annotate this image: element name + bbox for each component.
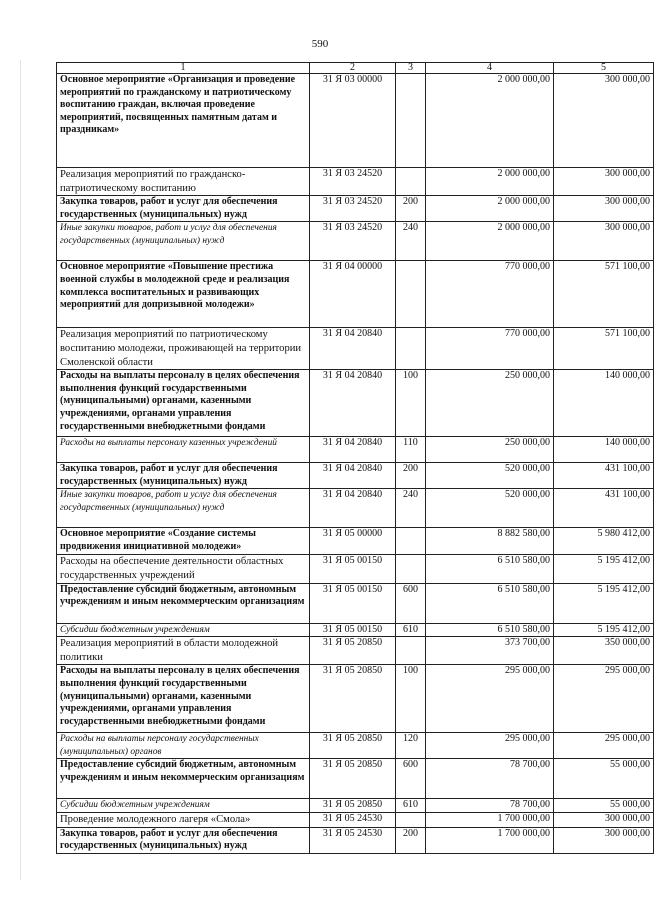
expense-type-code [396, 328, 426, 370]
target-article-code: 31 Я 04 20840 [310, 328, 396, 370]
amount-year-2: 55 000,00 [554, 799, 654, 813]
expense-name: Реализация мероприятий в области молодежной политики [57, 637, 310, 665]
table-row [57, 637, 654, 665]
target-article-code: 31 Я 05 20850 [310, 759, 396, 799]
target-article-code: 31 Я 05 20850 [310, 665, 396, 733]
target-article-code: 31 Я 03 24520 [310, 196, 396, 222]
expense-type-code [396, 812, 426, 827]
target-article-code: 31 Я 03 24520 [310, 222, 396, 261]
expense-name: Субсидии бюджетным учреждениям [57, 623, 310, 637]
expense-name: Закупка товаров, работ и услуг для обеспечения государственных (муниципальных) нужд [57, 827, 310, 853]
amount-year-1: 6 510 580,00 [426, 623, 554, 637]
target-article-code: 31 Я 04 20840 [310, 489, 396, 528]
amount-year-1: 250 000,00 [426, 370, 554, 437]
target-article-code: 31 Я 05 20850 [310, 733, 396, 759]
expense-name: Расходы на выплаты персоналу в целях обеспечения выполнения функций государственными (муниципальными) органами, казенными учреждениями, органами управления государственными внебюджетными фондами [57, 665, 310, 733]
target-article-code: 31 Я 05 00150 [310, 555, 396, 583]
expense-type-code: 240 [396, 222, 426, 261]
amount-year-2: 300 000,00 [554, 74, 654, 168]
table-row [57, 196, 654, 222]
column-number-row [57, 63, 654, 74]
table-row [57, 665, 654, 733]
amount-year-1: 2 000 000,00 [426, 222, 554, 261]
expense-type-code: 610 [396, 623, 426, 637]
amount-year-2: 431 100,00 [554, 489, 654, 528]
column-number: 3 [396, 63, 426, 74]
expense-name: Реализация мероприятий по гражданско-патриотическому воспитанию [57, 168, 310, 196]
table-row [57, 437, 654, 463]
amount-year-1: 373 700,00 [426, 637, 554, 665]
expense-name: Проведение молодежного лагеря «Смола» [57, 812, 310, 827]
amount-year-1: 78 700,00 [426, 799, 554, 813]
column-number: 4 [426, 63, 554, 74]
page-number: 590 [311, 38, 329, 50]
expense-type-code [396, 261, 426, 328]
table-row [57, 168, 654, 196]
table-row [57, 827, 654, 853]
amount-year-2: 300 000,00 [554, 827, 654, 853]
amount-year-1: 78 700,00 [426, 759, 554, 799]
target-article-code: 31 Я 03 00000 [310, 74, 396, 168]
scan-edge-shadow [20, 60, 21, 880]
target-article-code: 31 Я 05 24530 [310, 812, 396, 827]
expense-type-code [396, 637, 426, 665]
table-row [57, 733, 654, 759]
amount-year-2: 300 000,00 [554, 168, 654, 196]
target-article-code: 31 Я 05 00150 [310, 623, 396, 637]
target-article-code: 31 Я 05 00150 [310, 583, 396, 623]
amount-year-2: 295 000,00 [554, 665, 654, 733]
target-article-code: 31 Я 05 24530 [310, 827, 396, 853]
expense-name: Иные закупки товаров, работ и услуг для обеспечения государственных (муниципальных) нужд [57, 489, 310, 528]
amount-year-2: 5 980 412,00 [554, 528, 654, 555]
expense-name: Иные закупки товаров, работ и услуг для обеспечения государственных (муниципальных) нужд [57, 222, 310, 261]
target-article-code: 31 Я 05 00000 [310, 528, 396, 555]
expense-type-code [396, 528, 426, 555]
expense-type-code: 610 [396, 799, 426, 813]
table-row [57, 489, 654, 528]
expense-name: Расходы на выплаты персоналу в целях обеспечения выполнения функций государственными (муниципальными) органами, казенными учреждениями, органами управления государственными внебюджетными фондами [57, 370, 310, 437]
amount-year-2: 350 000,00 [554, 637, 654, 665]
amount-year-1: 770 000,00 [426, 328, 554, 370]
expense-name: Основное мероприятие «Организация и проведение мероприятий по гражданскому и патриотическому воспитанию граждан, включая проведение мероприятий, посвященных памятным датам и праздникам» [57, 74, 310, 168]
amount-year-1: 2 000 000,00 [426, 74, 554, 168]
expense-type-code [396, 74, 426, 168]
amount-year-2: 300 000,00 [554, 196, 654, 222]
target-article-code: 31 Я 04 20840 [310, 463, 396, 489]
target-article-code: 31 Я 04 20840 [310, 437, 396, 463]
amount-year-1: 2 000 000,00 [426, 168, 554, 196]
amount-year-1: 295 000,00 [426, 733, 554, 759]
expense-type-code: 120 [396, 733, 426, 759]
amount-year-2: 140 000,00 [554, 370, 654, 437]
amount-year-2: 140 000,00 [554, 437, 654, 463]
expense-name: Расходы на выплаты персоналу государственных (муниципальных) органов [57, 733, 310, 759]
expense-type-code: 240 [396, 489, 426, 528]
expense-type-code: 100 [396, 370, 426, 437]
amount-year-2: 300 000,00 [554, 812, 654, 827]
expense-name: Субсидии бюджетным учреждениям [57, 799, 310, 813]
expense-type-code: 100 [396, 665, 426, 733]
table-row [57, 799, 654, 813]
amount-year-1: 8 882 580,00 [426, 528, 554, 555]
expense-name: Предоставление субсидий бюджетным, автономным учреждениям и иным некоммерческим организациям [57, 759, 310, 799]
amount-year-1: 1 700 000,00 [426, 827, 554, 853]
amount-year-2: 5 195 412,00 [554, 623, 654, 637]
expense-name: Расходы на выплаты персоналу казенных учреждений [57, 437, 310, 463]
amount-year-2: 300 000,00 [554, 222, 654, 261]
table-row [57, 555, 654, 583]
table-row [57, 328, 654, 370]
expense-type-code: 110 [396, 437, 426, 463]
table-row [57, 222, 654, 261]
target-article-code: 31 Я 05 20850 [310, 637, 396, 665]
amount-year-2: 571 100,00 [554, 328, 654, 370]
table-row [57, 74, 654, 168]
table-row [57, 370, 654, 437]
target-article-code: 31 Я 04 20840 [310, 370, 396, 437]
expense-type-code: 200 [396, 196, 426, 222]
amount-year-1: 2 000 000,00 [426, 196, 554, 222]
amount-year-1: 6 510 580,00 [426, 583, 554, 623]
amount-year-2: 5 195 412,00 [554, 583, 654, 623]
column-number: 1 [57, 63, 310, 74]
amount-year-2: 295 000,00 [554, 733, 654, 759]
table-row [57, 528, 654, 555]
amount-year-2: 55 000,00 [554, 759, 654, 799]
table-body [57, 74, 654, 854]
column-number: 5 [554, 63, 654, 74]
amount-year-1: 6 510 580,00 [426, 555, 554, 583]
amount-year-2: 431 100,00 [554, 463, 654, 489]
target-article-code: 31 Я 03 24520 [310, 168, 396, 196]
expense-type-code [396, 555, 426, 583]
expense-name: Основное мероприятие «Повышение престижа военной службы в молодежной среде и реализация комплекса воспитательных и развивающих мероприятий для допризывной молодежи» [57, 261, 310, 328]
target-article-code: 31 Я 05 20850 [310, 799, 396, 813]
expense-name: Основное мероприятие «Создание системы продвижения инициативной молодежи» [57, 528, 310, 555]
table-row [57, 759, 654, 799]
amount-year-1: 295 000,00 [426, 665, 554, 733]
table-row [57, 583, 654, 623]
amount-year-1: 520 000,00 [426, 463, 554, 489]
expense-name: Предоставление субсидий бюджетным, автономным учреждениям и иным некоммерческим организациям [57, 583, 310, 623]
column-number: 2 [310, 63, 396, 74]
expense-type-code: 200 [396, 827, 426, 853]
target-article-code: 31 Я 04 00000 [310, 261, 396, 328]
budget-table [56, 62, 654, 854]
amount-year-2: 5 195 412,00 [554, 555, 654, 583]
expense-name: Реализация мероприятий по патриотическому воспитанию молодежи, проживающей на территории Смоленской области [57, 328, 310, 370]
table-row [57, 812, 654, 827]
expense-type-code: 600 [396, 759, 426, 799]
expense-type-code [396, 168, 426, 196]
amount-year-1: 770 000,00 [426, 261, 554, 328]
amount-year-1: 250 000,00 [426, 437, 554, 463]
expense-name: Закупка товаров, работ и услуг для обеспечения государственных (муниципальных) нужд [57, 463, 310, 489]
expense-name: Расходы на обеспечение деятельности областных государственных учреждений [57, 555, 310, 583]
table-row [57, 623, 654, 637]
amount-year-1: 520 000,00 [426, 489, 554, 528]
expense-type-code: 600 [396, 583, 426, 623]
amount-year-2: 571 100,00 [554, 261, 654, 328]
table-row [57, 463, 654, 489]
expense-type-code: 200 [396, 463, 426, 489]
expense-name: Закупка товаров, работ и услуг для обеспечения государственных (муниципальных) нужд [57, 196, 310, 222]
table-row [57, 261, 654, 328]
amount-year-1: 1 700 000,00 [426, 812, 554, 827]
